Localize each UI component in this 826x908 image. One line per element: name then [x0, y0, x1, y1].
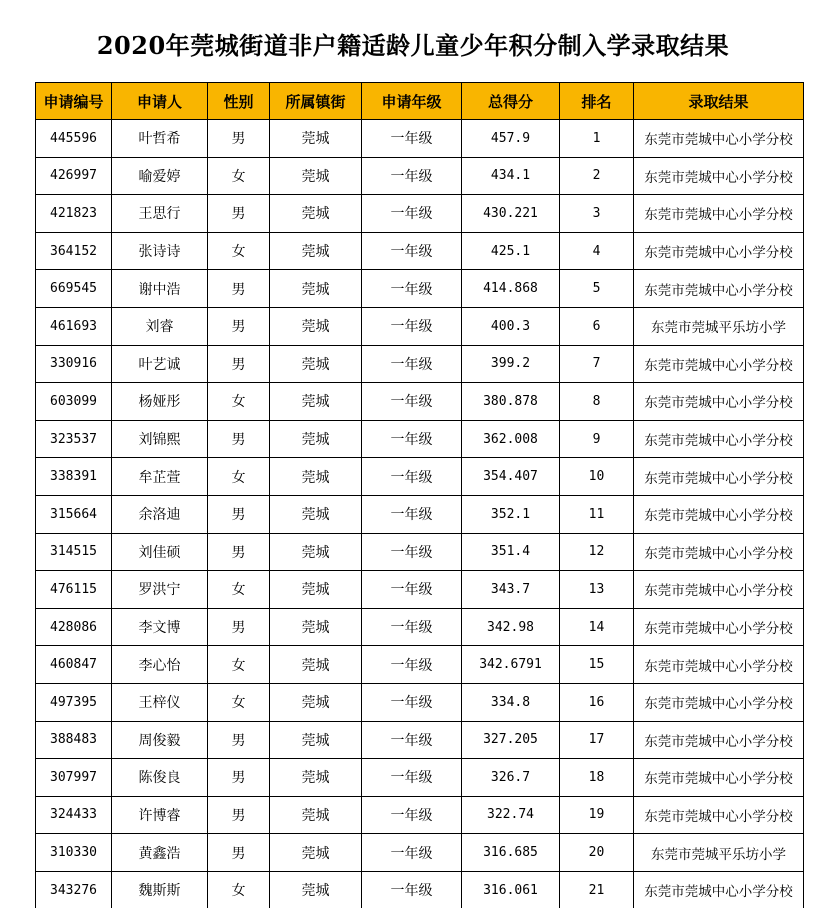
cell-admission-result: 东莞市莞城中心小学分校	[634, 533, 804, 571]
cell-application-id: 426997	[36, 157, 112, 195]
header-town: 所属镇街	[270, 83, 362, 120]
cell-town: 莞城	[270, 683, 362, 721]
cell-town: 莞城	[270, 871, 362, 908]
cell-gender: 女	[208, 458, 270, 496]
cell-town: 莞城	[270, 458, 362, 496]
cell-rank: 11	[560, 495, 634, 533]
table-row	[36, 495, 804, 533]
cell-applicant: 李心怡	[112, 646, 208, 684]
header-rank: 排名	[560, 83, 634, 120]
cell-total-score: 316.061	[462, 871, 560, 908]
cell-gender: 男	[208, 495, 270, 533]
header-admission-result: 录取结果	[634, 83, 804, 120]
cell-application-id: 315664	[36, 495, 112, 533]
table-row	[36, 307, 804, 345]
cell-grade: 一年级	[362, 195, 462, 233]
header-application-id: 申请编号	[36, 83, 112, 120]
cell-grade: 一年级	[362, 571, 462, 609]
cell-town: 莞城	[270, 232, 362, 270]
cell-applicant: 刘睿	[112, 307, 208, 345]
cell-total-score: 327.205	[462, 721, 560, 759]
cell-admission-result: 东莞市莞城中心小学分校	[634, 683, 804, 721]
cell-grade: 一年级	[362, 345, 462, 383]
cell-grade: 一年级	[362, 834, 462, 872]
table-row	[36, 608, 804, 646]
cell-total-score: 322.74	[462, 796, 560, 834]
cell-rank: 8	[560, 383, 634, 421]
table-row	[36, 270, 804, 308]
cell-total-score: 425.1	[462, 232, 560, 270]
table-row	[36, 157, 804, 195]
cell-applicant: 余洛迪	[112, 495, 208, 533]
cell-rank: 12	[560, 533, 634, 571]
cell-town: 莞城	[270, 759, 362, 797]
cell-grade: 一年级	[362, 871, 462, 908]
cell-application-id: 445596	[36, 120, 112, 158]
cell-town: 莞城	[270, 195, 362, 233]
cell-admission-result: 东莞市莞城中心小学分校	[634, 120, 804, 158]
cell-application-id: 421823	[36, 195, 112, 233]
cell-applicant: 王思行	[112, 195, 208, 233]
header-grade: 申请年级	[362, 83, 462, 120]
cell-grade: 一年级	[362, 270, 462, 308]
cell-grade: 一年级	[362, 646, 462, 684]
header-applicant: 申请人	[112, 83, 208, 120]
cell-applicant: 张诗诗	[112, 232, 208, 270]
cell-total-score: 342.6791	[462, 646, 560, 684]
cell-gender: 男	[208, 721, 270, 759]
table-row	[36, 759, 804, 797]
cell-application-id: 310330	[36, 834, 112, 872]
cell-gender: 男	[208, 533, 270, 571]
cell-application-id: 669545	[36, 270, 112, 308]
cell-admission-result: 东莞市莞城中心小学分校	[634, 608, 804, 646]
cell-total-score: 342.98	[462, 608, 560, 646]
cell-gender: 女	[208, 683, 270, 721]
cell-gender: 男	[208, 796, 270, 834]
header-row	[36, 83, 804, 120]
cell-total-score: 400.3	[462, 307, 560, 345]
cell-town: 莞城	[270, 307, 362, 345]
cell-application-id: 323537	[36, 420, 112, 458]
cell-town: 莞城	[270, 120, 362, 158]
cell-admission-result: 东莞市莞城中心小学分校	[634, 571, 804, 609]
cell-admission-result: 东莞市莞城中心小学分校	[634, 383, 804, 421]
cell-applicant: 魏斯斯	[112, 871, 208, 908]
cell-admission-result: 东莞市莞城中心小学分校	[634, 232, 804, 270]
cell-town: 莞城	[270, 608, 362, 646]
cell-applicant: 喻爱婷	[112, 157, 208, 195]
cell-rank: 2	[560, 157, 634, 195]
cell-admission-result: 东莞市莞城中心小学分校	[634, 646, 804, 684]
cell-rank: 6	[560, 307, 634, 345]
cell-gender: 男	[208, 420, 270, 458]
cell-grade: 一年级	[362, 120, 462, 158]
cell-gender: 男	[208, 195, 270, 233]
cell-applicant: 罗洪宁	[112, 571, 208, 609]
cell-admission-result: 东莞市莞城中心小学分校	[634, 420, 804, 458]
cell-applicant: 黄鑫浩	[112, 834, 208, 872]
cell-grade: 一年级	[362, 157, 462, 195]
cell-grade: 一年级	[362, 458, 462, 496]
admission-results-table	[35, 82, 804, 908]
cell-gender: 女	[208, 157, 270, 195]
table-body	[36, 120, 804, 908]
cell-total-score: 334.8	[462, 683, 560, 721]
table-row	[36, 796, 804, 834]
table-row	[36, 232, 804, 270]
cell-gender: 男	[208, 270, 270, 308]
cell-grade: 一年级	[362, 307, 462, 345]
cell-town: 莞城	[270, 420, 362, 458]
cell-town: 莞城	[270, 495, 362, 533]
cell-grade: 一年级	[362, 721, 462, 759]
cell-grade: 一年级	[362, 533, 462, 571]
cell-total-score: 380.878	[462, 383, 560, 421]
cell-applicant: 周俊毅	[112, 721, 208, 759]
cell-application-id: 338391	[36, 458, 112, 496]
cell-application-id: 461693	[36, 307, 112, 345]
cell-rank: 14	[560, 608, 634, 646]
cell-admission-result: 东莞市莞城中心小学分校	[634, 157, 804, 195]
cell-town: 莞城	[270, 157, 362, 195]
cell-rank: 5	[560, 270, 634, 308]
table-row	[36, 683, 804, 721]
cell-rank: 9	[560, 420, 634, 458]
cell-admission-result: 东莞市莞城中心小学分校	[634, 195, 804, 233]
cell-application-id: 330916	[36, 345, 112, 383]
cell-gender: 女	[208, 871, 270, 908]
cell-grade: 一年级	[362, 796, 462, 834]
cell-town: 莞城	[270, 345, 362, 383]
cell-admission-result: 东莞市莞城中心小学分校	[634, 495, 804, 533]
table-row	[36, 721, 804, 759]
cell-rank: 1	[560, 120, 634, 158]
cell-total-score: 316.685	[462, 834, 560, 872]
cell-application-id: 428086	[36, 608, 112, 646]
cell-town: 莞城	[270, 721, 362, 759]
cell-admission-result: 东莞市莞城中心小学分校	[634, 721, 804, 759]
cell-total-score: 457.9	[462, 120, 560, 158]
cell-grade: 一年级	[362, 759, 462, 797]
cell-applicant: 陈俊良	[112, 759, 208, 797]
cell-rank: 20	[560, 834, 634, 872]
cell-application-id: 314515	[36, 533, 112, 571]
cell-gender: 女	[208, 232, 270, 270]
cell-total-score: 351.4	[462, 533, 560, 571]
cell-gender: 男	[208, 120, 270, 158]
cell-applicant: 牟芷萱	[112, 458, 208, 496]
cell-town: 莞城	[270, 383, 362, 421]
cell-admission-result: 东莞市莞城中心小学分校	[634, 345, 804, 383]
cell-total-score: 326.7	[462, 759, 560, 797]
cell-grade: 一年级	[362, 232, 462, 270]
cell-grade: 一年级	[362, 495, 462, 533]
cell-admission-result: 东莞市莞城中心小学分校	[634, 871, 804, 908]
table-row	[36, 383, 804, 421]
cell-rank: 19	[560, 796, 634, 834]
cell-town: 莞城	[270, 270, 362, 308]
cell-rank: 18	[560, 759, 634, 797]
header-gender: 性别	[208, 83, 270, 120]
cell-rank: 15	[560, 646, 634, 684]
cell-total-score: 399.2	[462, 345, 560, 383]
cell-town: 莞城	[270, 533, 362, 571]
cell-application-id: 388483	[36, 721, 112, 759]
cell-application-id: 460847	[36, 646, 112, 684]
table-row	[36, 834, 804, 872]
table-row	[36, 533, 804, 571]
cell-application-id: 497395	[36, 683, 112, 721]
cell-applicant: 李文博	[112, 608, 208, 646]
cell-applicant: 王梓仪	[112, 683, 208, 721]
table-row	[36, 120, 804, 158]
page-title: 2020年莞城街道非户籍适龄儿童少年积分制入学录取结果	[0, 28, 826, 64]
cell-gender: 女	[208, 571, 270, 609]
cell-town: 莞城	[270, 571, 362, 609]
cell-rank: 16	[560, 683, 634, 721]
table-row	[36, 345, 804, 383]
table-row	[36, 646, 804, 684]
cell-gender: 男	[208, 834, 270, 872]
cell-town: 莞城	[270, 834, 362, 872]
cell-applicant: 叶哲希	[112, 120, 208, 158]
cell-grade: 一年级	[362, 420, 462, 458]
cell-grade: 一年级	[362, 683, 462, 721]
cell-admission-result: 东莞市莞城中心小学分校	[634, 796, 804, 834]
cell-gender: 女	[208, 646, 270, 684]
cell-gender: 男	[208, 759, 270, 797]
cell-gender: 男	[208, 345, 270, 383]
cell-applicant: 谢中浩	[112, 270, 208, 308]
cell-rank: 17	[560, 721, 634, 759]
cell-application-id: 603099	[36, 383, 112, 421]
cell-admission-result: 东莞市莞城中心小学分校	[634, 759, 804, 797]
cell-town: 莞城	[270, 646, 362, 684]
cell-total-score: 352.1	[462, 495, 560, 533]
cell-total-score: 414.868	[462, 270, 560, 308]
cell-gender: 男	[208, 307, 270, 345]
cell-total-score: 434.1	[462, 157, 560, 195]
table-row	[36, 871, 804, 908]
table-row	[36, 458, 804, 496]
cell-application-id: 364152	[36, 232, 112, 270]
cell-applicant: 许博睿	[112, 796, 208, 834]
table-row	[36, 195, 804, 233]
cell-application-id: 324433	[36, 796, 112, 834]
cell-rank: 7	[560, 345, 634, 383]
cell-gender: 男	[208, 608, 270, 646]
table-row	[36, 420, 804, 458]
cell-rank: 21	[560, 871, 634, 908]
cell-total-score: 362.008	[462, 420, 560, 458]
cell-admission-result: 东莞市莞城中心小学分校	[634, 458, 804, 496]
cell-rank: 13	[560, 571, 634, 609]
cell-rank: 3	[560, 195, 634, 233]
cell-rank: 10	[560, 458, 634, 496]
cell-total-score: 430.221	[462, 195, 560, 233]
cell-application-id: 476115	[36, 571, 112, 609]
cell-town: 莞城	[270, 796, 362, 834]
cell-grade: 一年级	[362, 383, 462, 421]
cell-applicant: 刘锦熙	[112, 420, 208, 458]
cell-application-id: 343276	[36, 871, 112, 908]
cell-admission-result: 东莞市莞城平乐坊小学	[634, 307, 804, 345]
cell-admission-result: 东莞市莞城平乐坊小学	[634, 834, 804, 872]
cell-applicant: 叶艺诚	[112, 345, 208, 383]
cell-grade: 一年级	[362, 608, 462, 646]
table-row	[36, 571, 804, 609]
cell-rank: 4	[560, 232, 634, 270]
header-total-score: 总得分	[462, 83, 560, 120]
cell-applicant: 杨娅彤	[112, 383, 208, 421]
cell-application-id: 307997	[36, 759, 112, 797]
cell-admission-result: 东莞市莞城中心小学分校	[634, 270, 804, 308]
cell-gender: 女	[208, 383, 270, 421]
cell-total-score: 354.407	[462, 458, 560, 496]
cell-total-score: 343.7	[462, 571, 560, 609]
cell-applicant: 刘佳硕	[112, 533, 208, 571]
